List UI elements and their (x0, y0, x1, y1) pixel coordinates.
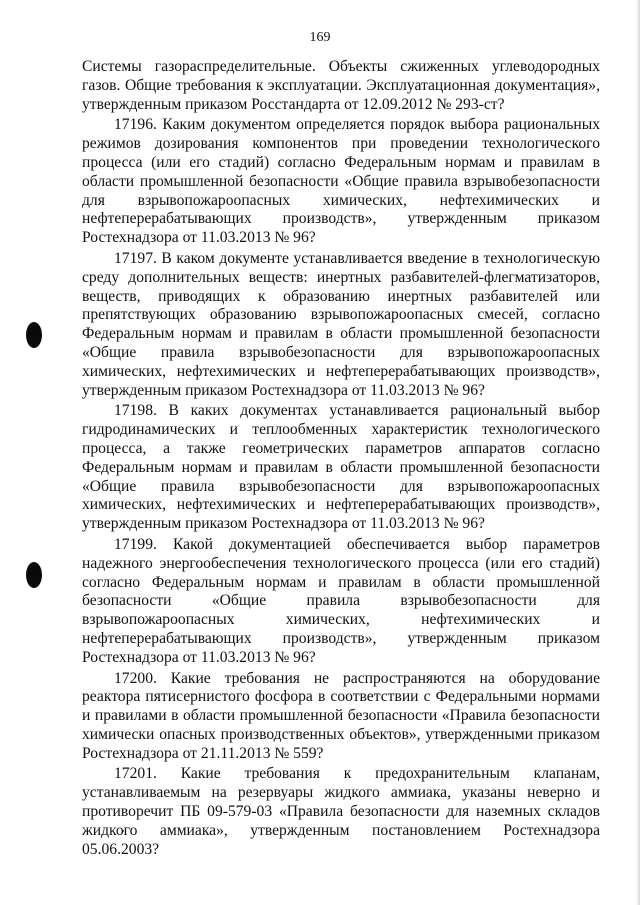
page-body (82, 58, 600, 861)
question-17197: 17197. В каком документе устанавливается введение в технологическую среду дополнительных веществ: инертных разбавителей-флегматизаторов, веществ, приводящих к образованию инертных разбавителей или препятствующих образованию взрывопожароопасных смесей, согласно Федеральным нормам и правилам в области промышленной безопасности «Общие правила взрывобезопасности для взрывопожароопасных химических, нефтехимических и нефтеперерабатывающих производств», утвержденным приказом Ростехнадзора от 11.03.2013 № 96? (82, 249, 600, 399)
punch-hole-marker (26, 562, 42, 588)
question-17200: 17200. Какие требования не распространяются на оборудование реактора пятисернистого фосфора в соответствии с Федеральными нормами и правилами в области промышленной безопасности «Правила безопасности химически опасных производственных объектов», утвержденными приказом Ростехнадзора от 21.11.2013 № 559? (82, 669, 600, 762)
question-17199: 17199. Какой документацией обеспечивается выбор параметров надежного энергообеспечения технологического процесса (или его стадий) согласно Федеральным нормам и правилам в области промышленной безопасности «Общие правила взрывобезопасности для взрывопожароопасных химических, нефтехимических и нефтеперерабатывающих производств», утвержденным приказом Ростехнадзора от 11.03.2013 № 96? (82, 535, 600, 666)
question-17201: 17201. Какие требования к предохранительным клапанам, устанавливаемым на резервуары жидкого аммиака, указаны неверно и противоречит ПБ 09-579-03 «Правила безопасности для наземных складов жидкого аммиака», утвержденным постановлением Ростехнадзора 05.06.2003? (82, 765, 600, 858)
question-17196: 17196. Каким документом определяется порядок выбора рациональных режимов дозирования компонентов при проведении технологического процесса (или его стадий) согласно Федеральным нормам и правилам в области промышленной безопасности «Общие правила взрывобезопасности для взрывопожароопасных химических, нефтехимических и нефтеперерабатывающих производств», утвержденным приказом Ростехнадзора от 11.03.2013 № 96? (82, 116, 600, 247)
scan-edge-shadow (636, 0, 640, 905)
paragraph-continuation: Системы газораспределительные. Объекты сжиженных углеводородных газов. Общие требования к эксплуатации. Эксплуатационная документация», утвержденным приказом Росстандарта от 12.09.2012 № 293-ст? (82, 58, 600, 113)
punch-hole-marker (26, 322, 42, 348)
page-number: 169 (309, 30, 331, 45)
question-17198: 17198. В каких документах устанавливается рациональный выбор гидродинамических и теплообменных характеристик технологического процесса, а также геометрических параметров аппаратов согласно Федеральным нормам и правилам в области промышленной безопасности «Общие правила взрывобезопасности для взрывопожароопасных химических, нефтехимических и нефтеперерабатывающих производств», утвержденным приказом Ростехнадзора от 11.03.2013 № 96? (82, 402, 600, 533)
